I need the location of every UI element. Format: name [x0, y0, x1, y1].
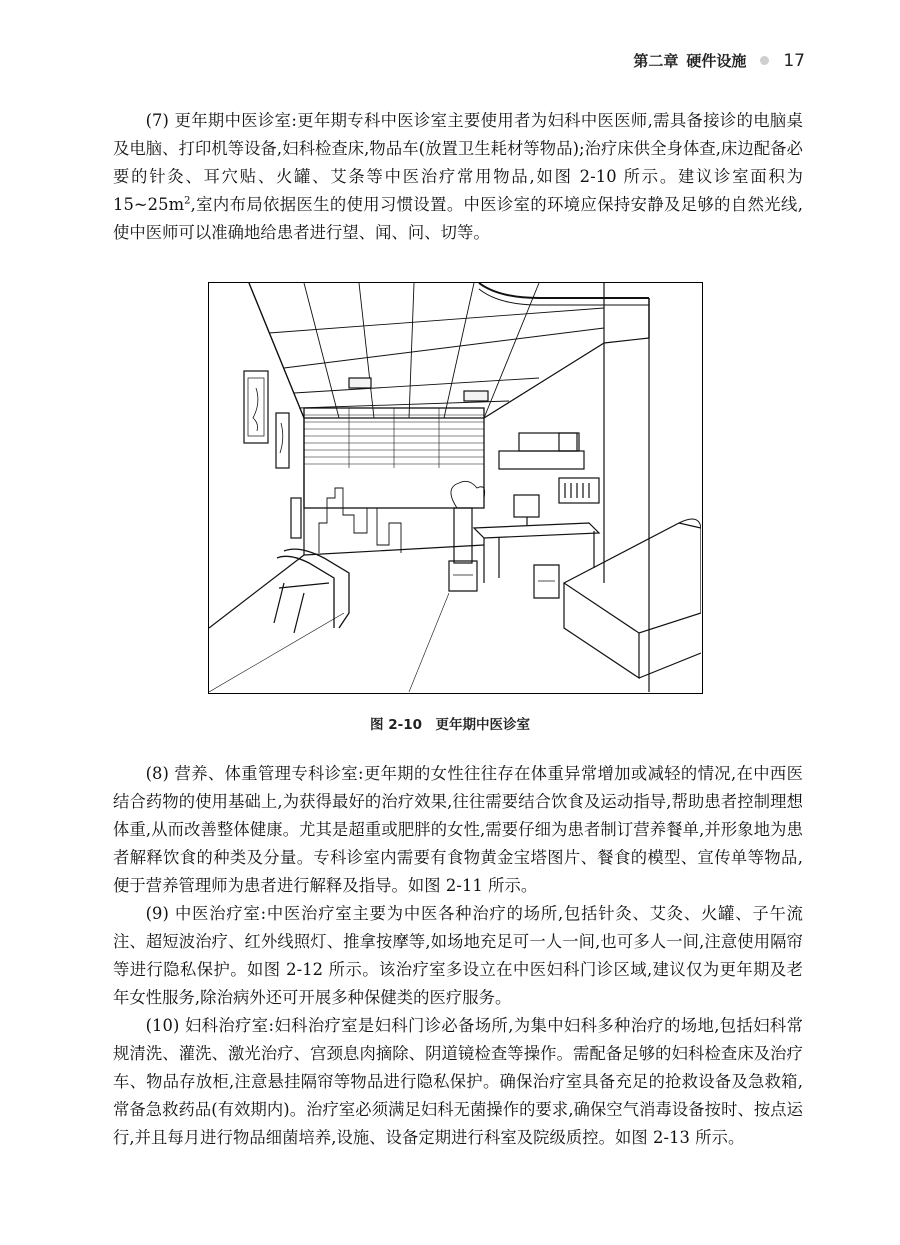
figure-caption: 图 2-10 更年期中医诊室: [370, 717, 530, 733]
chapter-title: 硬件设施: [686, 52, 747, 70]
paragraph-7-text-a: (7) 更年期中医诊室:更年期专科中医诊室主要使用者为妇科中医医师,需具备接诊的电脑桌及电脑、打印机等设备,妇科检查床,物品车(放置卫生耗材等物品);治疗床供全身体查,床边配备必要的针灸、耳穴贴、火罐、艾条等中医治疗常用物品,如图 2-10 所示。建议诊室面积为 15~25m: [113, 111, 803, 214]
separator-dot-icon: [760, 56, 769, 65]
paragraph-7-text-b: ,室内布局依据医生的使用习惯设置。中医诊室的环境应保持安静及足够的自然光线,使中医师可以准确地给患者进行望、闻、问、切等。: [113, 195, 803, 242]
running-header: [633, 50, 805, 71]
chapter-label: 第二章: [633, 52, 679, 70]
figure-2-10: [208, 282, 703, 694]
paragraph-9: (9) 中医治疗室:中医治疗室主要为中医各种治疗的场所,包括针灸、艾灸、火罐、子午流注、超短波治疗、红外线照灯、推拿按摩等,如场地充足可一人一间,也可多人一间,注意使用隔帘等进行隐私保护。如图 2-12 所示。该治疗室多设立在中医妇科门诊区域,建议仅为更年期及老年女性服务,除治病外还可开展多种保健类的医疗服务。: [113, 904, 803, 1007]
consultation-room-illustration: [209, 283, 701, 692]
paragraph-8: (8) 营养、体重管理专科诊室:更年期的女性往往存在体重异常增加或减轻的情况,在中西医结合药物的使用基础上,为获得最好的治疗效果,往往需要结合饮食及运动指导,帮助患者控制理想体重,从而改善整体健康。尤其是超重或肥胖的女性,需要仔细为患者制订营养餐单,并形象地为患者解释饮食的种类及分量。专科诊室内需要有食物黄金宝塔图片、餐食的模型、宣传单等物品,便于营养管理师为患者进行解释及指导。如图 2-11 所示。: [113, 764, 803, 895]
paragraph-10: (10) 妇科治疗室:妇科治疗室是妇科门诊必备场所,为集中妇科多种治疗的场地,包括妇科常规清洗、灌洗、激光治疗、宫颈息肉摘除、阴道镜检查等操作。需配备足够的妇科检查床及治疗车、物品存放柜,注意悬挂隔帘等物品进行隐私保护。确保治疗室具备充足的抢救设备及急救箱,常备急救药品(有效期内)。治疗室必须满足妇科无菌操作的要求,确保空气消毒设备按时、按点运行,并且每月进行物品细菌培养,设施、设备定期进行科室及院级质控。如图 2-13 所示。: [113, 1016, 803, 1147]
page-number: 17: [783, 50, 805, 71]
paragraph-7: [113, 107, 803, 247]
area-unit-superscript: 2: [184, 195, 191, 207]
